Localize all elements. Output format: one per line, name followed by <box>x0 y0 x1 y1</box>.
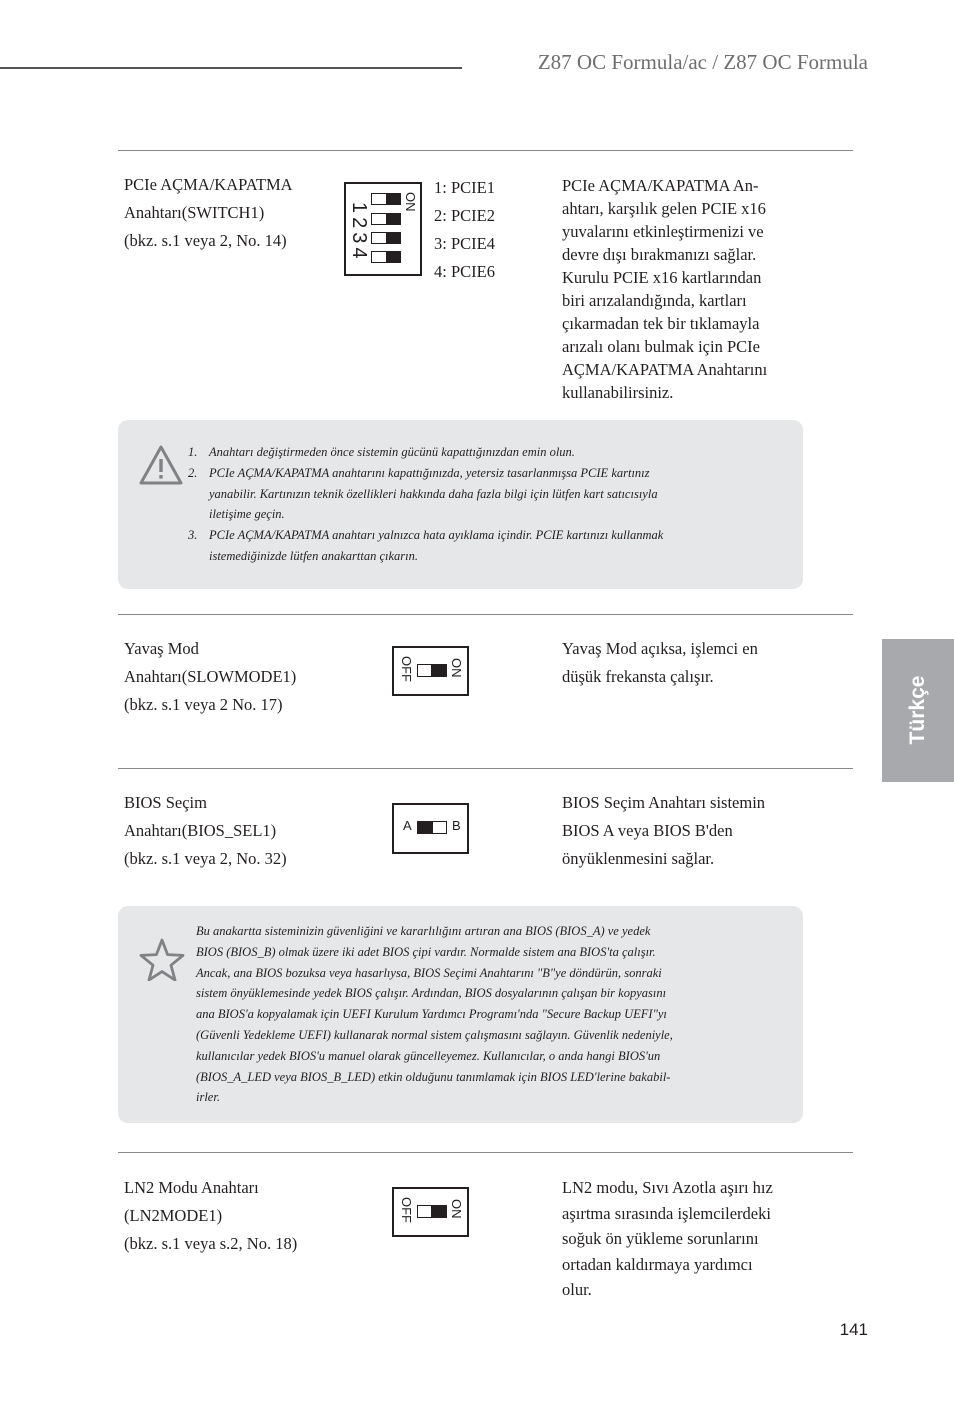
description-line: ortadan kaldırmaya yardımcı <box>562 1254 753 1274</box>
pcie-dip-switch <box>344 182 422 276</box>
switch-slot <box>371 232 401 244</box>
description-line: BIOS A veya BIOS B'den <box>562 821 733 840</box>
description-line: arızalı olanı bulmak için PCIe <box>562 337 760 356</box>
note-line: Ancak, ana BIOS bozuksa veya hasarlıysa, BIOS Seçimi Anahtarını "B"ye döndürün, sonraki <box>196 965 662 980</box>
pcie-caution-list <box>188 442 663 567</box>
header-rule <box>0 67 462 69</box>
switch-slot <box>371 193 401 205</box>
list-item-line: PCIe AÇMA/KAPATMA anahtarını kapattığınızda, yetersiz tasarlanmışsa PCIE kartınız <box>209 465 650 480</box>
star-icon <box>139 937 185 981</box>
note-line: irler. <box>196 1090 220 1105</box>
pcie-slot-label: 4: PCIE6 <box>434 262 495 281</box>
description-line: soğuk ön yükleme sorunlarını <box>562 1229 759 1248</box>
pcie-switch-description <box>562 174 812 404</box>
description-line: Kurulu PCIE x16 kartlarından <box>562 268 762 287</box>
label-line: (bkz. s.1 veya 2 No. 17) <box>124 695 283 714</box>
description-line: olur. <box>562 1280 592 1299</box>
ln2mode-description <box>562 1175 812 1303</box>
description-line: PCIe AÇMA/KAPATMA An- <box>562 176 759 195</box>
section-divider <box>118 150 853 151</box>
description-line: yuvalarını etkinleştirmenizi ve <box>562 222 764 241</box>
list-item-line: Anahtarı değiştirmeden önce sistemin gücünü kapattığınızdan emin olun. <box>209 445 575 459</box>
switch-number: 3 <box>348 232 370 248</box>
language-side-tab <box>882 639 954 782</box>
description-line: düşük frekansta çalışır. <box>562 667 714 686</box>
label-line: Anahtarı(SWITCH1) <box>124 203 265 222</box>
label-line: (bkz. s.1 veya s.2, No. 18) <box>124 1234 298 1253</box>
switch-slot <box>417 821 447 834</box>
switch-number: 4 <box>348 247 370 263</box>
description-line: kullanabilirsiniz. <box>562 383 674 402</box>
page-header-title: Z87 OC Formula/ac / Z87 OC Formula <box>537 50 868 74</box>
description-line: çıkarmadan tek bir tıklamayla <box>562 314 760 333</box>
description-line: LN2 modu, Sıvı Azotla aşırı hız <box>562 1178 773 1197</box>
switch-on-label: ON <box>449 658 464 678</box>
label-line: BIOS Seçim <box>124 793 207 812</box>
switch-slot <box>371 213 401 225</box>
switch-on-label: ON <box>403 192 418 212</box>
list-item-line: yanabilir. Kartınızın teknik özellikleri hakkında daha fazla bilgi için lütfen kart satıcısıyla <box>209 486 658 501</box>
section-divider <box>118 768 853 769</box>
slowmode-switch-label <box>124 635 296 719</box>
ln2mode-switch-label <box>124 1174 297 1258</box>
description-line: devre dışı bırakmanızı sağlar. <box>562 245 757 264</box>
switch-number: 1 <box>348 202 370 218</box>
switch-a-label: A <box>403 818 412 833</box>
description-line: aşırtma sırasında işlemcilerdeki <box>562 1203 771 1223</box>
description-line: ahtarı, karşılık gelen PCIE x16 <box>562 199 766 218</box>
label-line: (bkz. s.1 veya 2, No. 14) <box>124 231 287 250</box>
list-item-line: istemediğinizde lütfen anakarttan çıkarın. <box>209 548 418 563</box>
switch-off-label: OFF <box>399 1197 414 1223</box>
note-line: kullanıcılar yedek BIOS'u manuel olarak güncelleyemez. Kullanıcılar, o anda hangi BIOS'un <box>196 1048 661 1063</box>
ln2mode-switch <box>392 1187 469 1237</box>
switch-slot <box>417 1205 447 1218</box>
switch-b-label: B <box>452 818 461 833</box>
description-line: AÇMA/KAPATMA Anahtarını <box>562 360 768 379</box>
pcie-caution-box <box>118 420 803 589</box>
pcie-slot-label: 2: PCIE2 <box>434 206 495 225</box>
bios-sel-description <box>562 789 812 873</box>
pcie-slot-list <box>434 174 495 286</box>
list-item-number: 2. <box>188 465 198 480</box>
note-line: Bu anakartta sisteminizin güvenliğini ve kararlılığını artıran ana BIOS (BIOS_A) ve yedek <box>196 924 651 938</box>
warning-icon <box>138 444 184 486</box>
section-divider <box>118 614 853 615</box>
list-item-line: iletişime geçin. <box>209 507 285 522</box>
switch-slot <box>371 251 401 263</box>
bios-sel-switch-label <box>124 789 287 873</box>
description-line: Yavaş Mod açıksa, işlemci en <box>562 639 758 658</box>
switch-slot <box>417 664 447 677</box>
description-line: önyüklenmesini sağlar. <box>562 849 715 868</box>
list-item <box>188 525 663 567</box>
slowmode-switch <box>392 646 469 696</box>
switch-off-label: OFF <box>399 656 414 682</box>
pcie-slot-label: 3: PCIE4 <box>434 234 495 253</box>
slowmode-description <box>562 635 812 691</box>
switch-number: 2 <box>348 217 370 233</box>
page-number: 141 <box>839 1320 868 1339</box>
bios-info-box <box>118 906 803 1123</box>
description-line: BIOS Seçim Anahtarı sistemin <box>562 793 766 812</box>
list-item <box>188 463 663 525</box>
bios-sel-switch <box>392 803 469 854</box>
section-divider <box>118 1152 853 1153</box>
note-line: (Güvenli Yedekleme UEFI) kullanarak normal sistem çalışmasını sağlayın. Güvenlik nedeniyle, <box>196 1027 673 1042</box>
description-line: biri arızalandığında, kartları <box>562 291 747 310</box>
list-item-number: 3. <box>188 528 198 543</box>
list-item-line: PCIe AÇMA/KAPATMA anahtarı yalnızca hata ayıklama içindir. PCIE kartınızı kullanmak <box>209 528 664 543</box>
side-tab-label: Türkçe <box>906 675 929 745</box>
note-line: ana BIOS'a kopyalamak için UEFI Kurulum Yardımcı Programı'nda "Secure Backup UEFI"yı <box>196 1007 667 1022</box>
label-line: Yavaş Mod <box>124 639 199 658</box>
label-line: PCIe AÇMA/KAPATMA <box>124 175 293 194</box>
label-line: Anahtarı(BIOS_SEL1) <box>124 821 277 840</box>
list-item <box>188 442 663 463</box>
label-line: LN2 Modu Anahtarı <box>124 1178 259 1197</box>
pcie-slot-label: 1: PCIE1 <box>434 178 495 197</box>
note-line: BIOS (BIOS_B) olmak üzere iki adet BIOS çipi vardır. Normalde sistem ana BIOS'ta çalışır. <box>196 944 656 959</box>
label-line: (LN2MODE1) <box>124 1206 223 1225</box>
label-line: (bkz. s.1 veya 2, No. 32) <box>124 849 287 868</box>
pcie-switch-label <box>124 171 293 255</box>
label-line: Anahtarı(SLOWMODE1) <box>124 667 297 686</box>
switch-on-label: ON <box>449 1199 464 1219</box>
note-line: sistem önyüklemesinde yedek BIOS çalışır. Ardından, BIOS dosyalarının çalışan bir kopyasını <box>196 986 667 1001</box>
list-item-number: 1. <box>188 445 198 459</box>
note-line: (BIOS_A_LED veya BIOS_B_LED) etkin olduğunu tanımlamak için BIOS LED'lerine bakabil- <box>196 1069 671 1084</box>
bios-info-text <box>196 921 673 1108</box>
